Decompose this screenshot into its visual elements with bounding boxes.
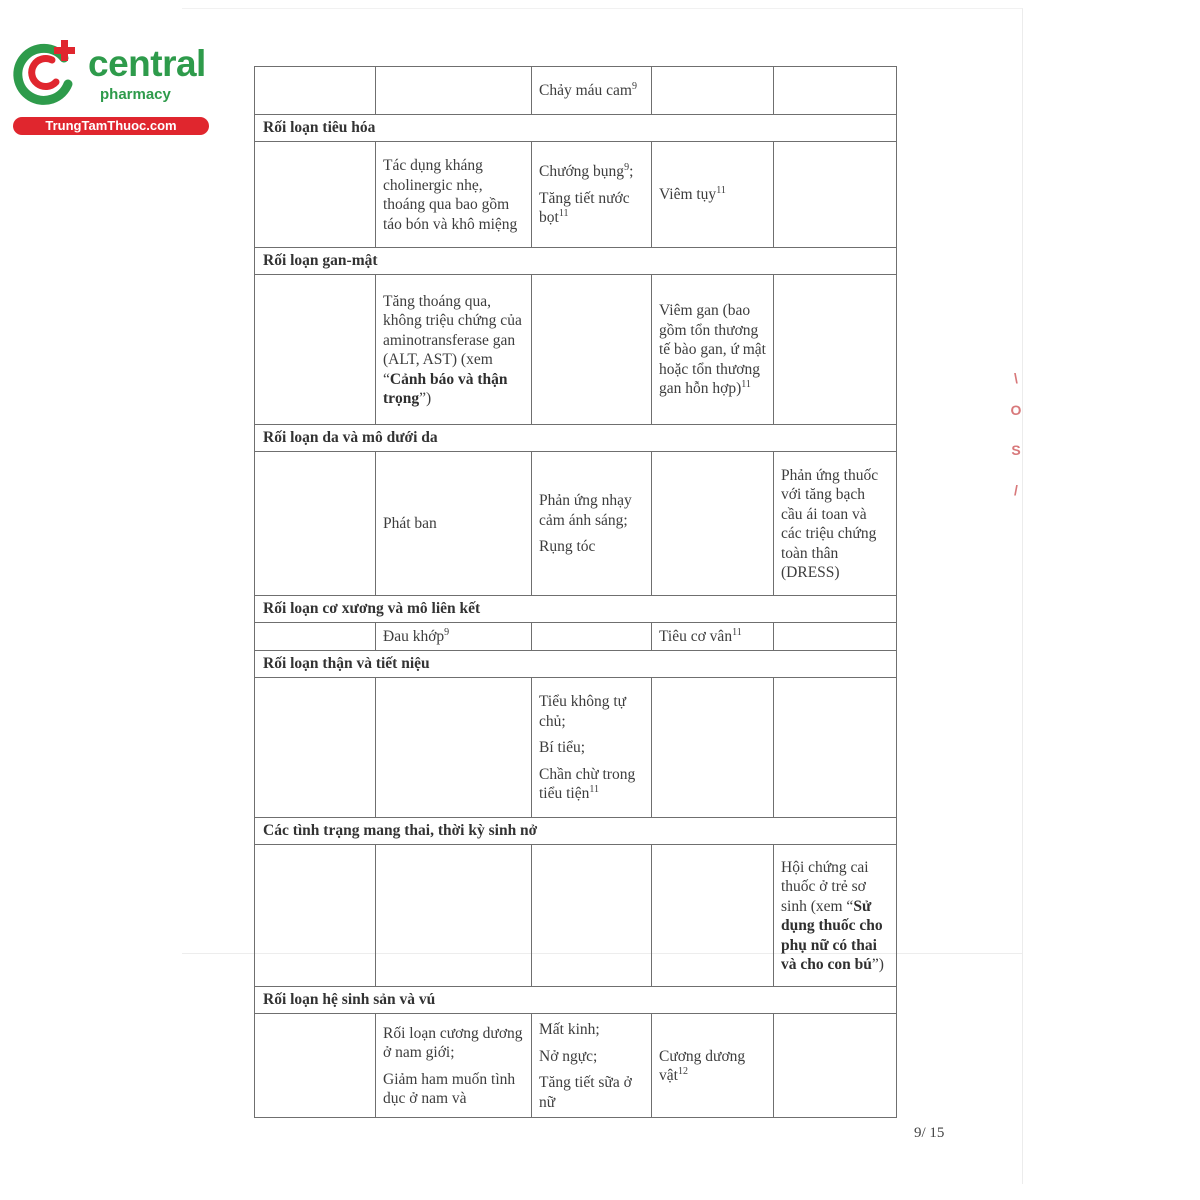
table-cell: Phát ban (376, 452, 532, 596)
table-cell: Tiểu không tự chủ; Bí tiểu; Chần chừ trong tiểu tiện$^{11}$ (532, 678, 652, 818)
section-header-row (255, 818, 897, 845)
table-cell: Viêm tụy$^{11}$ (652, 142, 774, 248)
section-title: Rối loạn hệ sinh sản và vú (255, 987, 897, 1014)
section-header-row (255, 115, 897, 142)
brand-logo[interactable] (12, 38, 212, 138)
table-cell: Chướng bụng$^9$; Tăng tiết nước bọt$^{11}$ (532, 142, 652, 248)
section-header-row (255, 651, 897, 678)
pharmacy-cross-icon (12, 38, 80, 106)
table-row (255, 142, 897, 248)
section-title: Các tình trạng mang thai, thời kỳ sinh nở (255, 818, 897, 845)
brand-name: central (88, 43, 206, 84)
table-cell: Tác dụng kháng cholinergic nhẹ, thoáng qua bao gồm táo bón và khô miệng (376, 142, 532, 248)
stamp-char: \ (1014, 370, 1018, 386)
table-row (255, 452, 897, 596)
brand-site-banner: TrungTamThuoc.com (13, 117, 209, 135)
table-cell: Hội chứng cai thuốc ở trẻ sơ sinh (xem “Sử dụng thuốc cho phụ nữ có thai và cho con bú”) (774, 845, 897, 987)
section-title: Rối loạn gan-mật (255, 248, 897, 275)
section-header-row (255, 248, 897, 275)
page-number: 9/ 15 (914, 1125, 945, 1141)
table-cell: Tăng thoáng qua, không triệu chứng của aminotransferase gan (ALT, AST) (xem “Cảnh báo và thận trọng”) (376, 275, 532, 425)
stamp-char: O (1010, 402, 1022, 418)
table-row (255, 845, 897, 987)
table-row (255, 678, 897, 818)
table-cell: Viêm gan (bao gồm tổn thương tế bào gan, ứ mật hoặc tổn thương gan hỗn hợp)$^{11}$ (652, 275, 774, 425)
section-header-row (255, 987, 897, 1014)
table-cell: Rối loạn cương dương ở nam giới; Giảm ham muốn tình dục ở nam và (376, 1014, 532, 1118)
section-title: Rối loạn thận và tiết niệu (255, 651, 897, 678)
table-cell: Chảy máu cam$^9$ (532, 67, 652, 115)
section-title: Rối loạn da và mô dưới da (255, 425, 897, 452)
table-cell: Cương dương vật$^{12}$ (652, 1014, 774, 1118)
red-stamp-fragment (1004, 368, 1028, 518)
section-title: Rối loạn cơ xương và mô liên kết (255, 596, 897, 623)
section-header-row (255, 596, 897, 623)
brand-tagline: pharmacy (100, 86, 171, 103)
table-row (255, 1014, 897, 1118)
stamp-char: / (1014, 482, 1018, 498)
table-row (255, 623, 897, 651)
section-header-row (255, 425, 897, 452)
section-title: Rối loạn tiêu hóa (255, 115, 897, 142)
table-cell: Mất kinh; Nở ngực; Tăng tiết sữa ở nữ (532, 1014, 652, 1118)
table-cell: Phản ứng thuốc với tăng bạch cầu ái toan và các triệu chứng toàn thân (DRESS) (774, 452, 897, 596)
table-cell: Đau khớp$^9$ (376, 623, 532, 651)
adverse-effects-table (254, 66, 897, 1118)
stamp-char: S (1011, 442, 1021, 458)
table-cell: Phản ứng nhạy cảm ánh sáng; Rụng tóc (532, 452, 652, 596)
table-row (255, 275, 897, 425)
table-row (255, 67, 897, 115)
table-cell: Tiêu cơ vân$^{11}$ (652, 623, 774, 651)
